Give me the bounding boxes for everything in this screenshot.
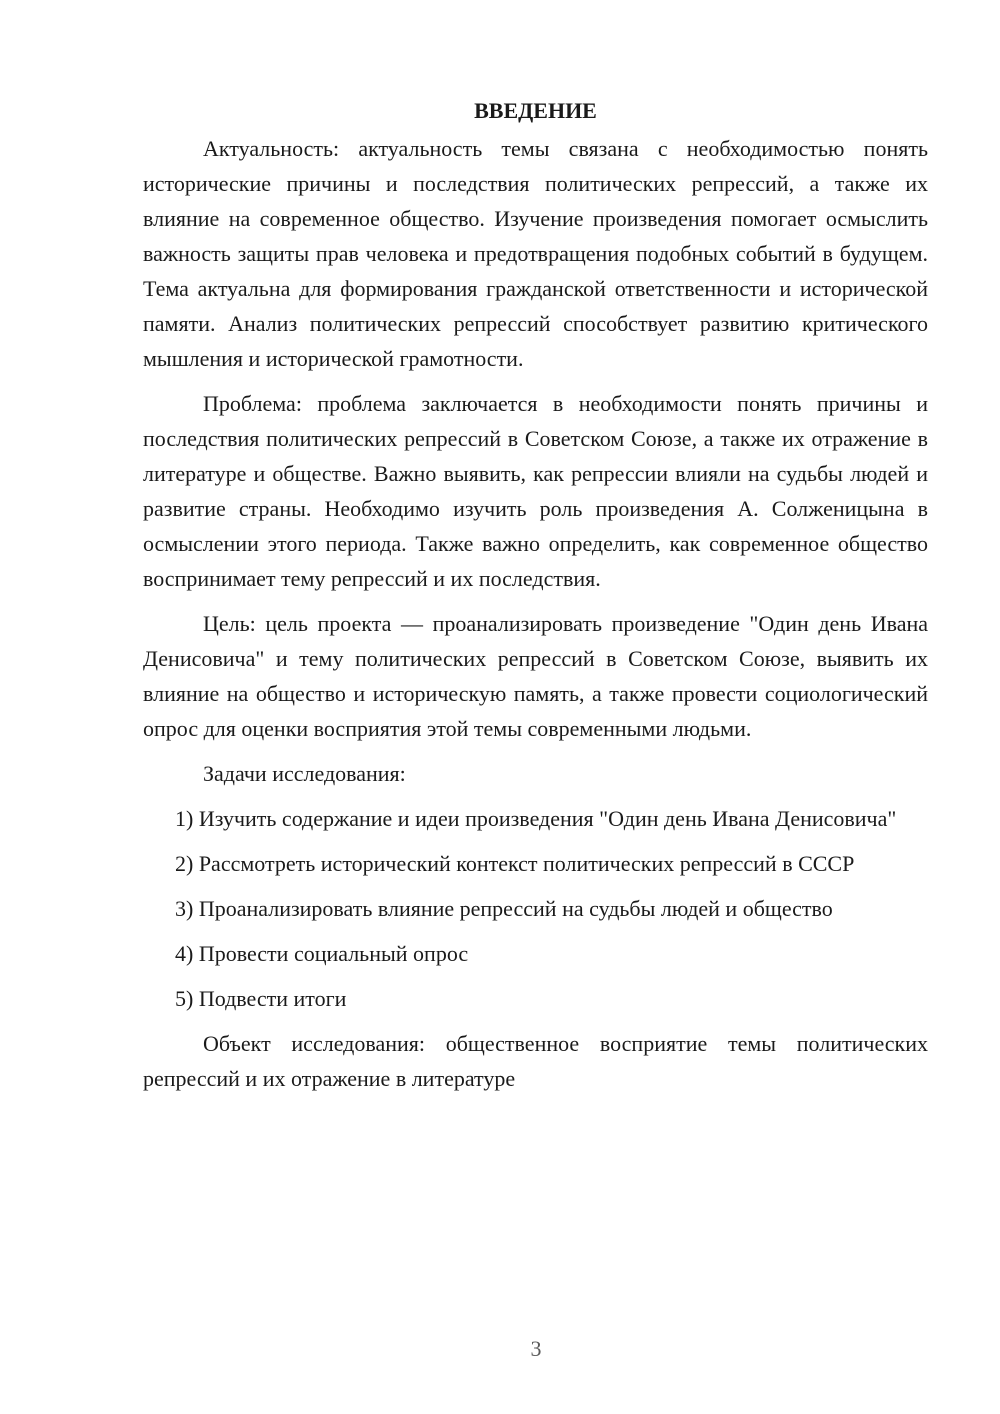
paragraph-problem: Проблема: проблема заключается в необходимости понять причины и последствия политических репрессий в Советском Союзе, а также их отражение в литературе и обществе. Важно выявить, как репрессии влияли на судьбы людей и развитие страны. Необходимо изучить роль произведения А. Солженицына в осмыслении этого периода. Также важно определить, как современное общество воспринимает тему репрессий и их последствия. bbox=[143, 391, 928, 591]
task-item-3: 3) Проанализировать влияние репрессий на судьбы людей и общество bbox=[175, 896, 833, 921]
page-content bbox=[143, 93, 928, 1096]
tasks-title: Задачи исследования: bbox=[203, 761, 406, 786]
page-heading: ВВЕДЕНИЕ bbox=[474, 98, 597, 123]
task-item-4: 4) Провести социальный опрос bbox=[175, 941, 469, 966]
paragraph-relevance: Актуальность: актуальность темы связана с необходимостью понять исторические причины и последствия политических репрессий, а также их влияние на современное общество. Изучение произведения помогает осмыслить важность защиты прав человека и предотвращения подобных событий в будущем. Тема актуальна для формирования гражданской ответственности и исторической памяти. Анализ политических репрессий способствует развитию критического мышления и исторической грамотности. bbox=[143, 136, 928, 371]
task-item-5: 5) Подвести итоги bbox=[175, 986, 347, 1011]
task-item-1: 1) Изучить содержание и идеи произведения "Один день Ивана Денисовича" bbox=[175, 806, 897, 831]
paragraph-object: Объект исследования: общественное восприятие темы политических репрессий и их отражение в литературе bbox=[143, 1031, 928, 1091]
paragraph-goal: Цель: цель проекта — проанализировать произведение "Один день Ивана Денисовича" и тему политических репрессий в Советском Союзе, выявить их влияние на общество и историческую память, а также провести социологический опрос для оценки восприятия этой темы современными людьми. bbox=[143, 611, 928, 741]
task-item-2: 2) Рассмотреть исторический контекст политических репрессий в СССР bbox=[175, 851, 855, 876]
page-number: 3 bbox=[530, 1336, 542, 1361]
